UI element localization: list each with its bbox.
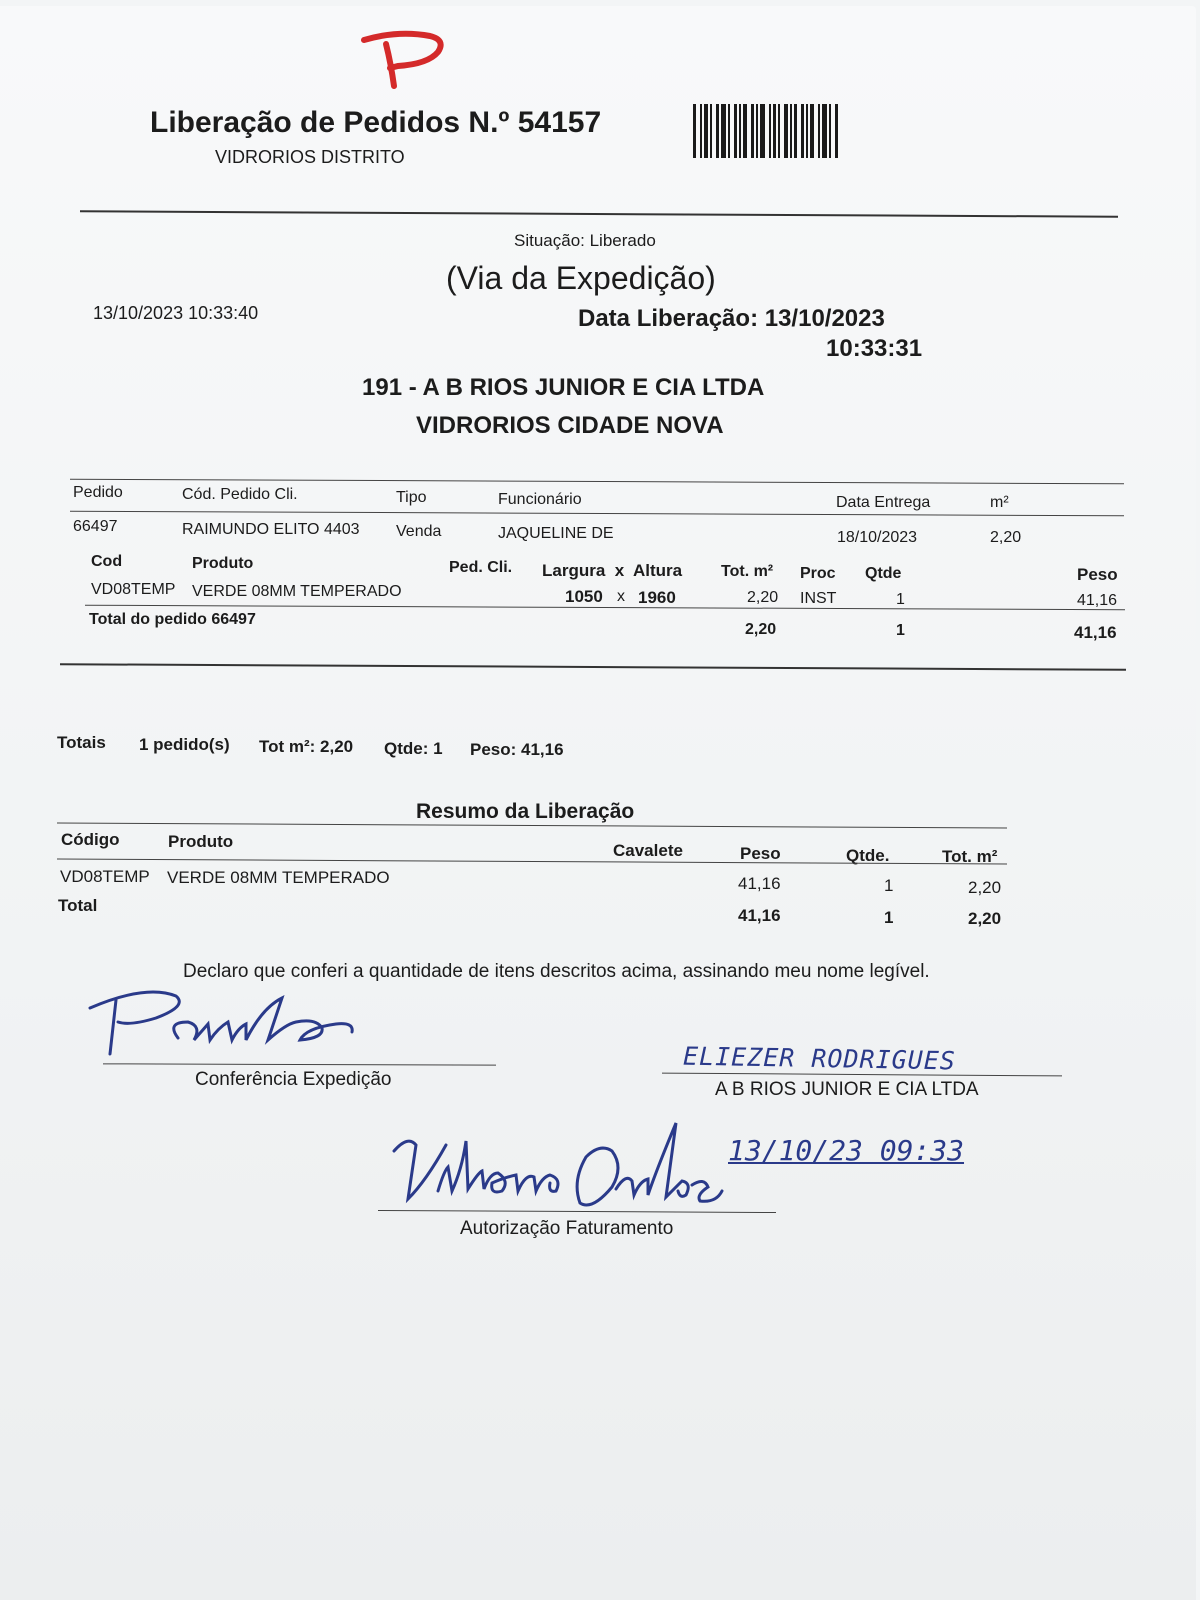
resumo-header-produto: Produto <box>168 832 234 851</box>
order-number: 66497 <box>73 518 118 535</box>
resumo-row-peso: 41,16 <box>738 874 781 893</box>
barcode-bar <box>693 104 696 158</box>
barcode <box>693 104 877 158</box>
barcode-bar <box>743 104 747 158</box>
declaration-text: Declaro que conferi a quantidade de itens descritos acima, assinando meu nome legível. <box>183 961 930 982</box>
autorizacao-handwritten-date: 13/10/23 09:33 <box>728 1134 965 1167</box>
client-store: VIDRORIOS CIDADE NOVA <box>416 412 724 439</box>
client-handwritten-name: ELIEZER RODRIGUES <box>682 1041 957 1076</box>
order-total-label: Total do pedido 66497 <box>89 611 256 628</box>
resumo-title: Resumo da Liberação <box>416 800 635 823</box>
barcode-bar <box>790 104 792 158</box>
barcode-bar <box>806 104 808 158</box>
item-qtde: 1 <box>896 591 905 608</box>
item-header-ped-cli: Ped. Cli. <box>449 559 513 576</box>
conferencia-label: Conferência Expedição <box>195 1069 392 1090</box>
col-header-data-entrega: Data Entrega <box>836 494 931 511</box>
barcode-bar <box>784 104 788 158</box>
barcode-bar <box>769 104 771 158</box>
resumo-total-qtde: 1 <box>884 908 894 927</box>
document-page <box>0 6 1196 1600</box>
item-x: x <box>617 588 625 605</box>
order-delivery-date: 18/10/2023 <box>837 529 918 546</box>
item-peso: 41,16 <box>1077 592 1118 609</box>
barcode-bar <box>751 104 754 158</box>
col-header-funcionario: Funcionário <box>498 491 582 508</box>
barcode-bar <box>801 104 804 158</box>
release-time: 10:33:31 <box>826 335 923 362</box>
col-header-cod-cli: Cód. Pedido Cli. <box>182 486 298 503</box>
barcode-bar <box>778 104 780 158</box>
order-table-top-rule <box>70 479 1124 485</box>
resumo-header-qtde: Qtde. <box>846 846 890 865</box>
client-signature-line <box>662 1073 1062 1077</box>
barcode-bar <box>829 104 831 158</box>
resumo-total-label: Total <box>58 896 98 915</box>
barcode-bar <box>760 104 765 158</box>
barcode-bar <box>739 104 741 158</box>
barcode-bar <box>822 104 827 158</box>
barcode-bar <box>794 104 797 158</box>
item-header-peso: Peso <box>1077 565 1118 584</box>
item-header-qtde: Qtde <box>865 565 902 582</box>
resumo-header-codigo: Código <box>61 830 120 849</box>
conferencia-signature-line <box>103 1063 496 1065</box>
item-header-largura-altura: Largura x Altura <box>542 561 683 580</box>
item-produto: VERDE 08MM TEMPERADO <box>192 583 402 600</box>
order-client-code: RAIMUNDO ELITO 4403 <box>182 521 360 538</box>
barcode-bar <box>773 104 776 158</box>
barcode-bar <box>704 104 708 158</box>
order-item-rule <box>85 605 1125 611</box>
printed-timestamp: 13/10/2023 10:33:40 <box>93 303 259 323</box>
autorizacao-signature <box>386 1111 746 1221</box>
totais-label: Totais <box>57 733 106 752</box>
totais-peso: Peso: 41,16 <box>470 740 564 759</box>
item-cod: VD08TEMP <box>91 581 176 598</box>
resumo-header-peso: Peso <box>740 844 781 863</box>
order-type: Venda <box>396 523 442 540</box>
order-total-m2: 2,20 <box>745 621 777 638</box>
item-proc: INST <box>800 590 837 607</box>
conferencia-signature <box>86 988 386 1060</box>
release-date: Data Liberação: 13/10/2023 <box>578 305 885 332</box>
order-employee: JAQUELINE DE <box>498 525 614 542</box>
barcode-bar <box>818 104 820 158</box>
totais-m2: Tot m²: 2,20 <box>259 737 354 756</box>
item-header-cod: Cod <box>91 553 123 570</box>
client-name: 191 - A B RIOS JUNIOR E CIA LTDA <box>362 374 765 401</box>
item-header-tot-m2: Tot. m² <box>721 563 774 580</box>
header-divider <box>80 210 1118 217</box>
status-text: Situação: Liberado <box>514 231 656 250</box>
col-header-pedido: Pedido <box>73 484 123 501</box>
resumo-header-cavalete: Cavalete <box>613 841 683 860</box>
resumo-row-produto: VERDE 08MM TEMPERADO <box>167 868 390 887</box>
resumo-total-tot-m2: 2,20 <box>968 909 1002 928</box>
page-title: Liberação de Pedidos N.º 54157 <box>150 106 602 139</box>
barcode-bar <box>835 104 838 158</box>
barcode-bar <box>756 104 758 158</box>
col-header-m2: m² <box>990 494 1009 511</box>
resumo-header-tot-m2: Tot. m² <box>942 847 998 866</box>
barcode-bar <box>710 104 712 158</box>
client-signature-label: A B RIOS JUNIOR E CIA LTDA <box>715 1079 979 1100</box>
autorizacao-label: Autorização Faturamento <box>460 1218 674 1239</box>
order-section-bottom-rule <box>60 663 1126 671</box>
item-largura: 1050 <box>565 587 603 606</box>
barcode-bar <box>810 104 814 158</box>
order-m2: 2,20 <box>990 529 1022 546</box>
barcode-bar <box>700 104 702 158</box>
totais-pedidos: 1 pedido(s) <box>139 735 230 754</box>
order-total-peso: 41,16 <box>1074 623 1117 642</box>
barcode-bar <box>721 104 726 158</box>
item-tot-m2: 2,20 <box>747 589 779 606</box>
order-table-header-rule <box>70 511 1124 517</box>
resumo-total-peso: 41,16 <box>738 906 781 925</box>
item-header-produto: Produto <box>192 555 254 572</box>
resumo-row-qtde: 1 <box>884 876 894 895</box>
item-header-proc: Proc <box>800 565 836 582</box>
via-title: (Via da Expedição) <box>446 260 716 296</box>
totais-qtde: Qtde: 1 <box>384 739 443 758</box>
resumo-row-codigo: VD08TEMP <box>60 867 150 886</box>
barcode-bar <box>734 104 737 158</box>
col-header-tipo: Tipo <box>396 489 427 506</box>
barcode-bar <box>716 104 719 158</box>
handwritten-p-mark <box>358 28 450 90</box>
order-total-qtde: 1 <box>896 622 905 639</box>
company-name: VIDRORIOS DISTRITO <box>215 147 405 167</box>
barcode-bar <box>728 104 730 158</box>
item-altura: 1960 <box>638 588 676 607</box>
resumo-row-tot-m2: 2,20 <box>968 878 1002 897</box>
